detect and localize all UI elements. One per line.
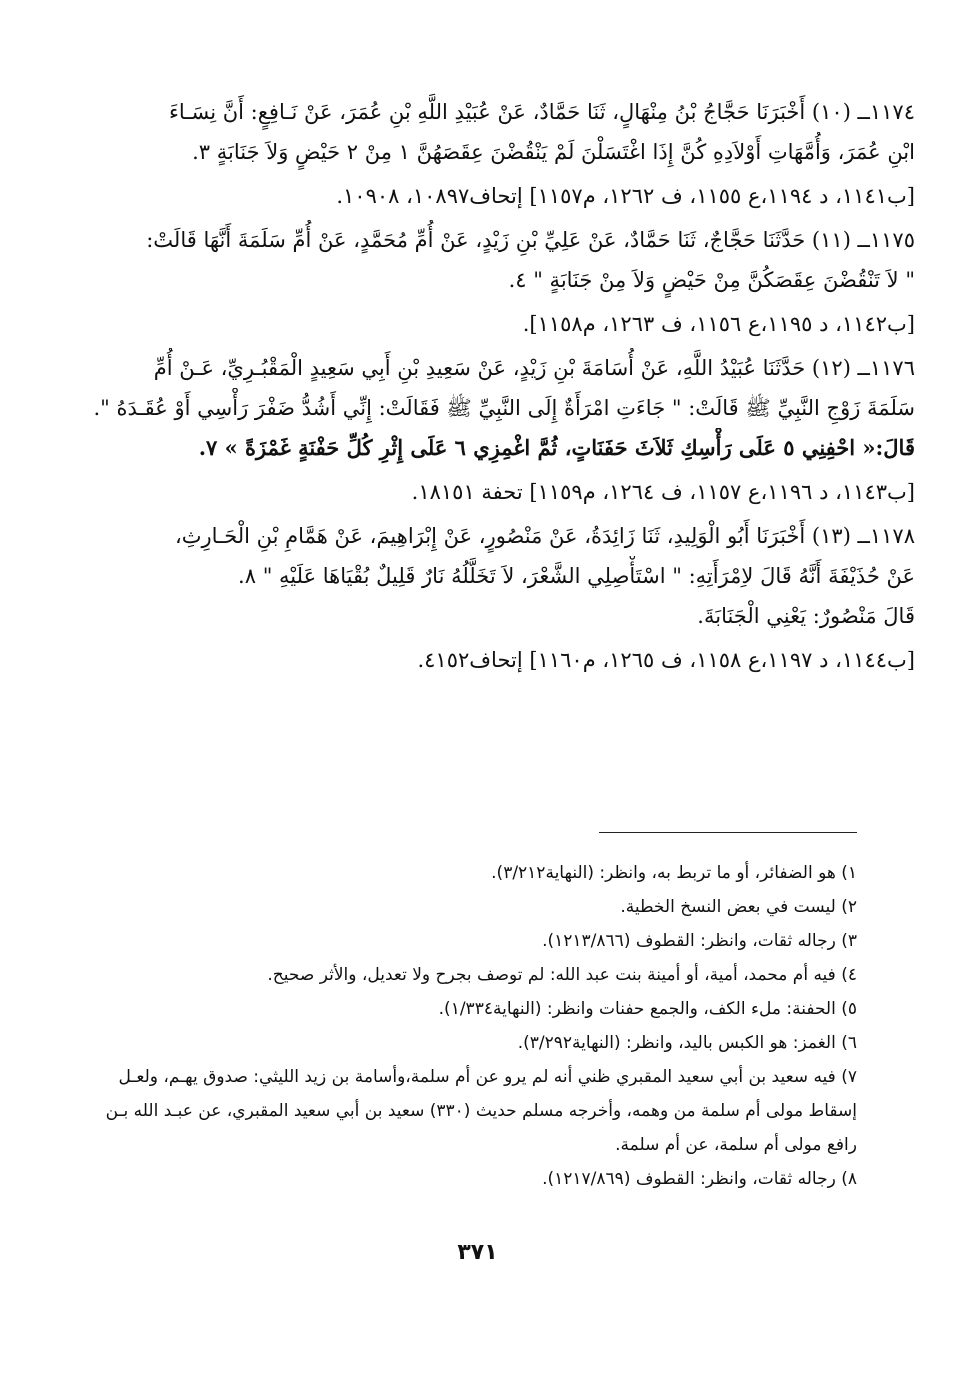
footnote: ٤) فيه أم محمد، أمية، أو أمينة بنت عبد الله: لم توصف بجرح ولا تعديل، والأثر صحيح. xyxy=(267,965,857,985)
text-line-bold: قَالَ:« احْفِنِي ٥ عَلَى رَأْسِكِ ثَلاَثَ حَفَنَاتٍ، ثُمَّ اغْمِزِي ٦ عَلَى إِثْرِ كُلِّ حَفْنَةٍ غَمْزَةً » ٧. xyxy=(198,435,915,460)
reference-line: [ب١١٤١، د ١١٩٤،ع ١١٥٥، ف ١٢٦٢، م١١٥٧] إتحاف١٠٨٩٧، ١٠٩٠٨. xyxy=(336,184,915,208)
reference-line: [ب١١٤٢، د ١١٩٥،ع ١١٥٦، ف ١٢٦٣، م١١٥٨]. xyxy=(522,312,915,336)
main-text xyxy=(60,92,915,680)
text-line: عَنْ حُذَيْفَةَ أَنَّهُ قَالَ لاِمْرَأَتِهِ: " اسْتَأْصِلِي الشَّعْرَ، لاَ تَخَلَّلُهُ نَارٌ قَلِيلٌ بُقْيَاهَا عَلَيْهِ " ٨. xyxy=(238,564,915,588)
text-line: قَالَ مَنْصُورٌ: يَعْنِي الْجَنَابَةَ. xyxy=(697,604,915,628)
text-line: ١١٧٥ــ (١١) حَدَّثَنَا حَجَّاجٌ، ثَنَا حَمَّادٌ، عَنْ عَلِيِّ بْنِ زَيْدٍ، عَنْ أُمِّ مُحَمَّدٍ، عَنْ أُمِّ سَلَمَةَ أَنَّهَا قَالَتْ: xyxy=(146,228,915,252)
text-line: ١١٧٦ــ (١٢) حَدَّثَنَا عُبَيْدُ اللَّهِ، عَنْ أُسَامَةَ بْنِ زَيْدٍ، عَنْ سَعِيدِ بْنِ أَبِي سَعِيدٍ الْمَقْبُـرِيِّ، عَـنْ أُمِّ xyxy=(153,356,915,380)
footnote: ٥) الحفنة: ملء الكف، والجمع حفنات وانظر: (النهاية١/٣٣٤). xyxy=(438,999,857,1019)
text-line: " لاَ تَنْقُضْنَ عِقَصَكُنَّ مِنْ حَيْضٍ وَلاَ مِنْ جَنَابَةٍ " ٤. xyxy=(508,268,915,292)
text-line: سَلَمَةَ زَوْجِ النَّبِيِّ ﷺ قَالَتْ: " جَاءَتِ امْرَأَةٌ إِلَى النَّبِيِّ ﷺ فَقَالَتْ: إِنِّي أَشُدُّ ضَفْرَ رَأْسِي أَوْ عُقَـدَهُ ". xyxy=(93,396,915,420)
text-line: ابْنِ عُمَرَ، وَأُمَّهَاتِ أَوْلاَدِهِ كُنَّ إِذَا اغْتَسَلْنَ لَمْ يَنْقُضْنَ عِقَصَهُنَّ ١ مِنْ ٢ حَيْضٍ وَلاَ جَنَابَةٍ ٣. xyxy=(192,140,915,164)
footnote: ٣) رجاله ثقات، وانظر: القطوف (١٢١٣/٨٦٦). xyxy=(542,931,857,951)
footnote: ١) هو الضفائر، أو ما تربط به، وانظر: (النهاية٣/٢١٢). xyxy=(491,863,857,883)
footnote: ٦) الغمز: هو الكبس باليد، وانظر: (النهاية٣/٢٩٢). xyxy=(517,1033,857,1053)
page-number: ٣٧١ xyxy=(457,1240,498,1265)
footnote-divider xyxy=(599,832,857,833)
footnote: ٨) رجاله ثقات، وانظر: القطوف (١٢١٧/٨٦٩). xyxy=(542,1169,857,1189)
reference-line: [ب١١٤٤، د ١١٩٧،ع ١١٥٨، ف ١٢٦٥، م١١٦٠] إتحاف٤١٥٢. xyxy=(417,648,915,672)
footnote: إسقاط مولى أم سلمة من وهمه، وأخرجه مسلم حديث (٣٣٠) سعيد بن أبي سعيد المقبري، عن عبـد الله بـن xyxy=(105,1101,857,1121)
footnotes xyxy=(56,856,857,1196)
reference-line: [ب١١٤٣، د ١١٩٦،ع ١١٥٧، ف ١٢٦٤، م١١٥٩] تحفة ١٨١٥١. xyxy=(411,480,915,504)
text-line: ١١٧٨ــ (١٣) أَخْبَرَنَا أَبُو الْوَلِيدِ، ثَنَا زَائِدَةُ، عَنْ مَنْصُورٍ، عَنْ إِبْرَاهِيمَ، عَنْ هَمَّامِ بْنِ الْحَـارِثِ، xyxy=(174,524,915,548)
footnote: ٢) ليست في بعض النسخ الخطية. xyxy=(620,897,857,917)
footnote: رافع مولى أم سلمة، عن أم سلمة. xyxy=(615,1135,857,1155)
text-line: ١١٧٤ــ (١٠) أَخْبَرَنَا حَجَّاجُ بْنُ مِنْهَالٍ، ثَنَا حَمَّادٌ، عَنْ عُبَيْدِ اللَّهِ بْنِ عُمَرَ، عَنْ نَـافِعٍ: أَنَّ نِسَـاءَ xyxy=(169,100,915,124)
footnote: ٧) فيه سعيد بن أبي سعيد المقبري ظني أنه لم يرو عن أم سلمة،وأسامة بن زيد الليثي: صدوق يهـم، ولعـل xyxy=(118,1067,857,1087)
